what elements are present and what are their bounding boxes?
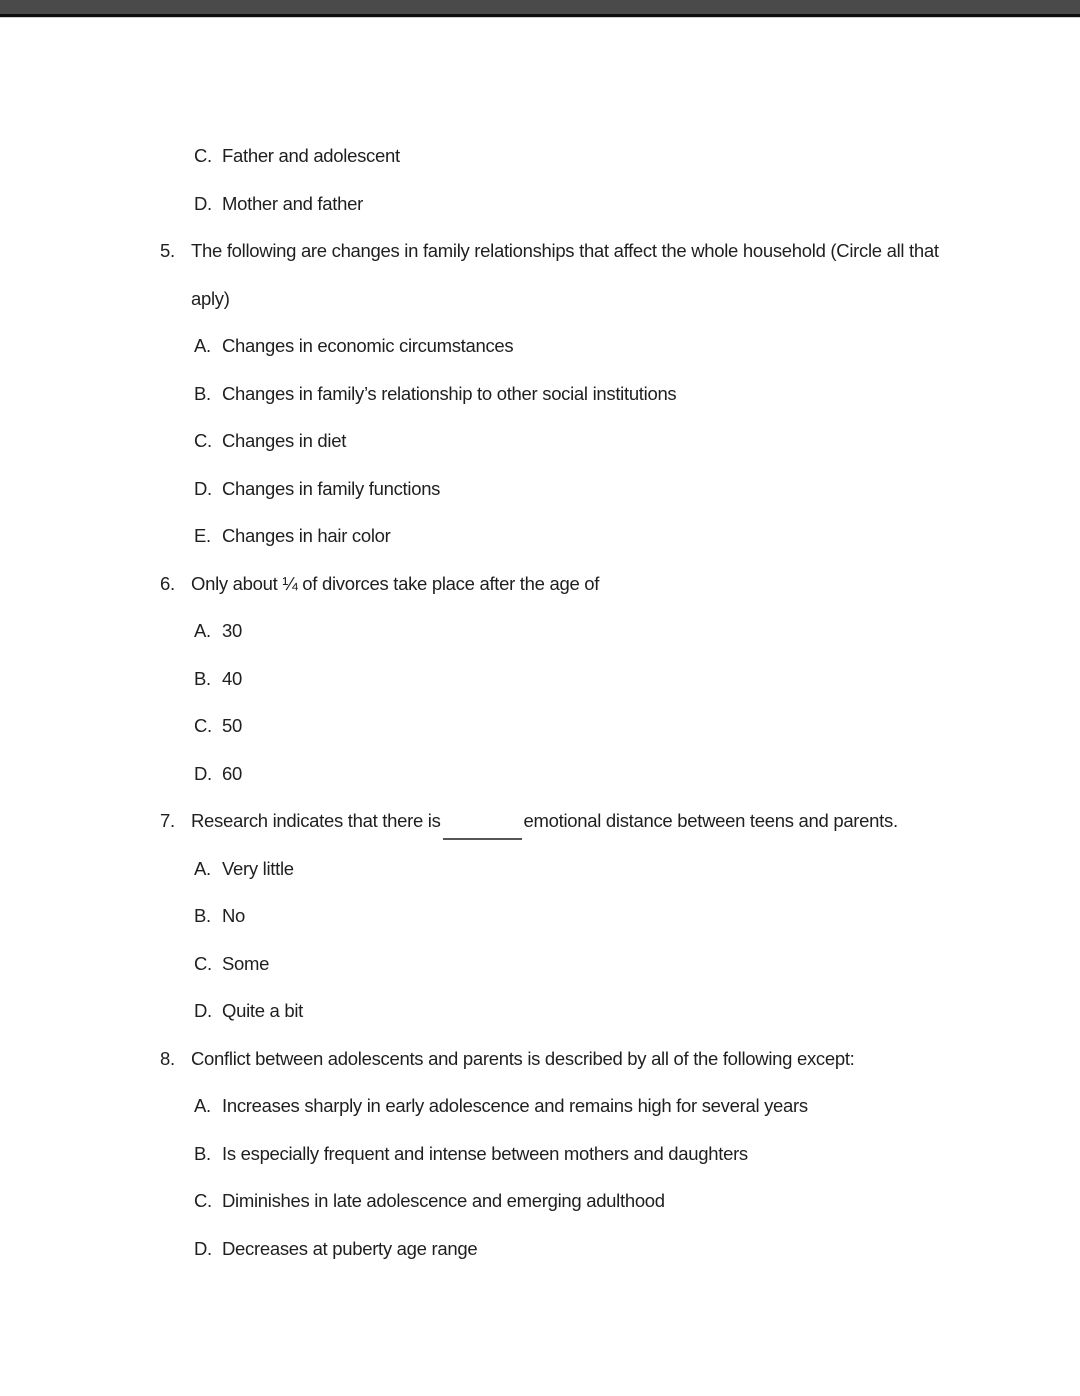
option-text: Very little — [222, 857, 294, 879]
question-5-continuation — [160, 275, 1010, 323]
q8-option-c — [160, 1177, 1010, 1225]
q5-option-d — [160, 465, 1010, 513]
question-number: 5. — [160, 240, 175, 261]
q6-option-a — [160, 607, 1010, 655]
option-text: Some — [222, 952, 270, 974]
q8-option-b — [160, 1130, 1010, 1178]
question-number: 8. — [160, 1047, 175, 1069]
q5-option-a — [160, 322, 1010, 370]
question-8 — [160, 1035, 1010, 1083]
option-text: Changes in economic circumstances — [222, 335, 514, 356]
option-letter: D. — [194, 762, 212, 784]
fill-in-blank-underline — [443, 836, 522, 840]
option-letter: A. — [194, 620, 211, 641]
option-text: Increases sharply in early adolescence and remains high for several years — [222, 1095, 808, 1116]
option-letter: D. — [194, 1000, 212, 1021]
option-letter: A. — [194, 335, 211, 356]
option-text: Changes in family’s relationship to other social institutions — [222, 382, 677, 404]
q8-option-d — [160, 1225, 1010, 1273]
question-5 — [160, 227, 1010, 275]
option-text: Changes in diet — [222, 430, 347, 451]
option-letter: D. — [194, 192, 212, 214]
option-text: No — [222, 905, 246, 926]
option-letter: A. — [194, 1095, 211, 1116]
window-top-bar — [0, 0, 1080, 14]
option-text: 40 — [222, 667, 242, 689]
option-text: 60 — [222, 762, 242, 784]
option-text: Decreases at puberty age range — [222, 1237, 478, 1259]
q7-option-d — [160, 987, 1010, 1035]
q5-option-c — [160, 417, 1010, 465]
option-text: Changes in hair color — [222, 525, 391, 546]
q6-option-b — [160, 655, 1010, 703]
option-text: Is especially frequent and intense between mothers and daughters — [222, 1142, 748, 1164]
question-text: Conflict between adolescents and parents is described by all of the following except: — [191, 1047, 855, 1069]
q5-option-e — [160, 512, 1010, 560]
document-content — [0, 18, 1080, 1272]
question-text: Only about ¼ of divorces take place after the age of — [191, 572, 600, 594]
option-text: Changes in family functions — [222, 477, 441, 499]
q5-option-b — [160, 370, 1010, 418]
question-number: 7. — [160, 810, 175, 831]
question-6 — [160, 560, 1010, 608]
option-letter: C. — [194, 145, 212, 166]
option-letter: E. — [194, 525, 211, 546]
option-text: Quite a bit — [222, 1000, 304, 1021]
question-text-after-blank: emotional distance between teens and parents. — [523, 810, 898, 831]
option-letter: B. — [194, 1142, 211, 1164]
q6-option-c — [160, 702, 1010, 750]
q6-option-d — [160, 750, 1010, 798]
option-letter: D. — [194, 477, 212, 499]
option-letter: B. — [194, 382, 211, 404]
option-text: 50 — [222, 715, 242, 736]
question-number: 6. — [160, 572, 175, 594]
option-letter: D. — [194, 1237, 212, 1259]
option-letter: C. — [194, 1190, 212, 1211]
option-letter: A. — [194, 857, 211, 879]
question-text: aply) — [191, 287, 230, 309]
q4-option-d — [160, 180, 1010, 228]
question-text: The following are changes in family relationships that affect the whole household (Circle all that — [191, 240, 939, 261]
q8-option-a — [160, 1082, 1010, 1130]
question-7 — [160, 797, 1010, 845]
option-letter: B. — [194, 905, 211, 926]
option-letter: C. — [194, 430, 212, 451]
option-letter: C. — [194, 952, 212, 974]
question-text — [191, 797, 898, 845]
q7-option-a — [160, 845, 1010, 893]
option-text: Diminishes in late adolescence and emerging adulthood — [222, 1190, 665, 1211]
q7-option-b — [160, 892, 1010, 940]
q7-option-c — [160, 940, 1010, 988]
option-text: Mother and father — [222, 192, 363, 214]
document-page — [0, 18, 1080, 1396]
option-text: Father and adolescent — [222, 145, 400, 166]
option-text: 30 — [222, 620, 242, 641]
question-text-before-blank: Research indicates that there is — [191, 810, 441, 831]
option-letter: C. — [194, 715, 212, 736]
option-letter: B. — [194, 667, 211, 689]
q4-option-c — [160, 132, 1010, 180]
